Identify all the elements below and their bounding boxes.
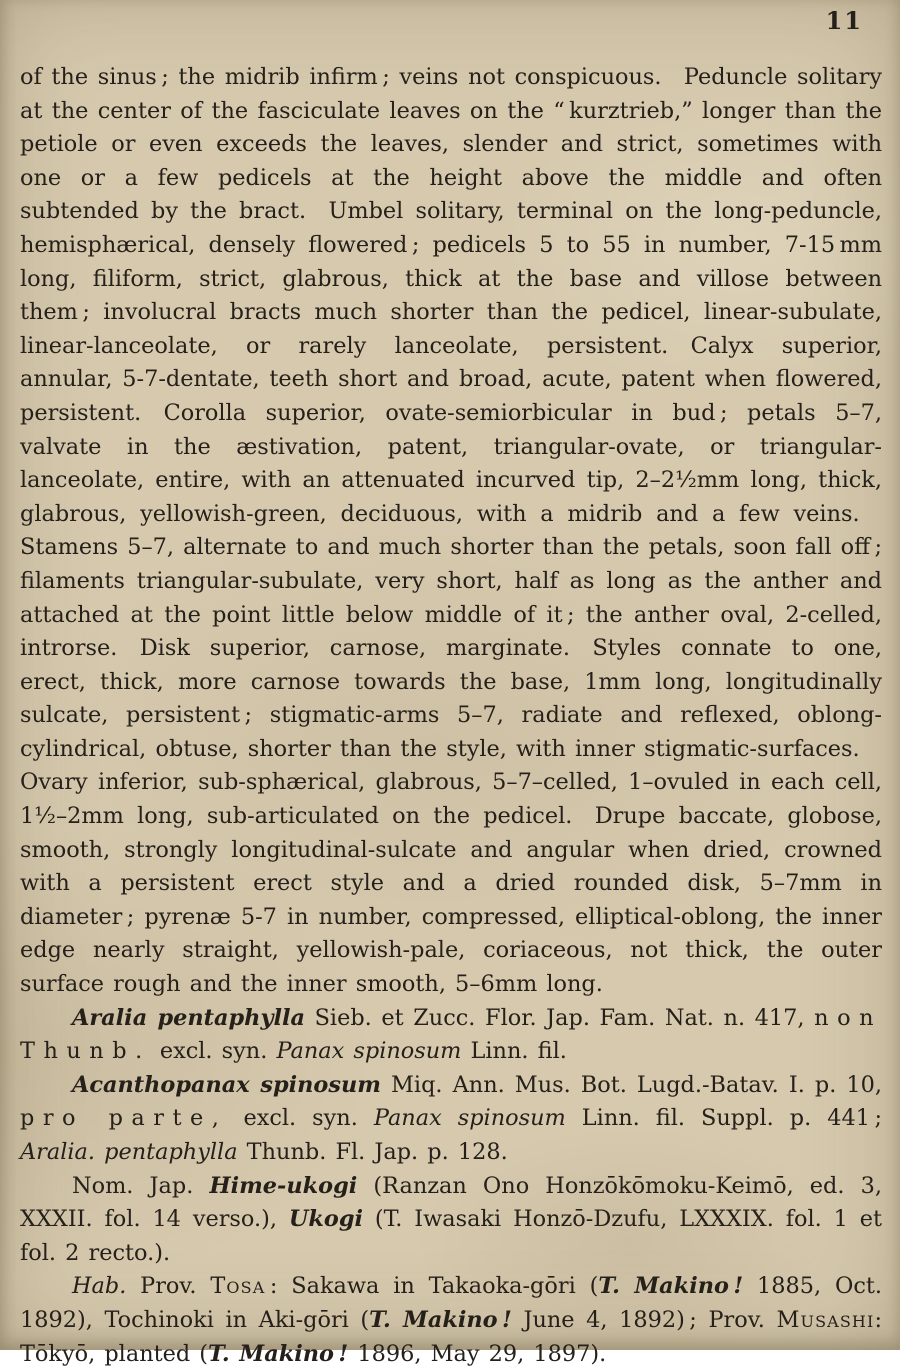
text-run: T. Makino !	[598, 1273, 744, 1300]
text-run: Nom. Jap.	[72, 1172, 210, 1199]
text-run: excl. syn.	[150, 1038, 277, 1065]
text-run: 1896, May 29, 1897).	[348, 1340, 607, 1367]
synonym-aralia-paragraph	[20, 1002, 882, 1069]
text-run: Linn. fil.	[461, 1038, 567, 1065]
text-run: T. Makino !	[369, 1306, 512, 1333]
text-run: T. Makino !	[208, 1340, 349, 1367]
text-run: Ukogi	[288, 1206, 363, 1233]
text-run: 1885, Oct. 1892), Tochinoki in Aki-gōri (	[20, 1273, 882, 1333]
habitat-paragraph	[20, 1270, 882, 1371]
text-run: : Tōkyō, planted (	[20, 1306, 882, 1367]
text-run: Tosa	[210, 1273, 266, 1300]
text-run: Sieb. et Zucc. Flor. Jap. Fam. Nat. n. 417,	[304, 1004, 815, 1031]
text-run: Panax spinosum	[373, 1105, 566, 1132]
japanese-name-paragraph	[20, 1170, 882, 1271]
synonym-acanthopanax-paragraph	[20, 1069, 882, 1170]
text-run: pro parte,	[20, 1105, 228, 1132]
body-description-paragraph	[20, 61, 882, 1002]
text-run: (T. Iwasaki Honzō-Dzufu, LXXXIX. fol. 1 et fol. 2 recto.).	[20, 1206, 882, 1266]
text-run: Prov.	[126, 1273, 211, 1300]
text-run: non Thunb.	[20, 1004, 882, 1065]
text-block	[20, 61, 882, 1371]
text-run: Linn. fil. Suppl. p. 441 ;	[565, 1105, 883, 1132]
text-run: Hab.	[72, 1273, 127, 1300]
text-run: Miq. Ann. Mus. Bot. Lugd.-Batav. I. p. 10,	[380, 1071, 882, 1098]
text-run: Panax spinosum	[276, 1038, 462, 1065]
text-run: Thunb. Fl. Jap. p. 128.	[237, 1139, 508, 1165]
text-run: Hime-ukogi	[209, 1172, 358, 1199]
text-run: (Ranzan Ono Honzōkōmoku-Keimō, ed. 3, XXXII. fol. 14 verso.),	[20, 1172, 882, 1233]
text-run: of the sinus ; the midrib infirm ; veins not conspicuous. Peduncle solitary at the center of the fasciculate leaves on the “ kurztrieb,” longer than the petiole or even exceeds the leaves, slender and strict, sometimes with one or a few pedicels at the height above the middle and often subtended by the bract. Umbel solitary, terminal on the long-peduncle, hemisphærical, densely flowered ; pedicels 5 to 55 in number, 7-15 mm long, filiform, strict, glabrous, thick at the base and villose between them ; involucral bracts much shorter than the pedicel, linear-subulate, linear-lanceolate, or rarely lanceolate, persistent. Calyx superior, annular, 5-7-dentate, teeth short and broad, acute, patent when flowered, persistent. Corolla superior, ovate-semiorbicular in bud ; petals 5–7, valvate in the æstivation, patent, triangular-ovate, or triangular-lanceolate, entire, with an attenuated incurved tip, 2–2½mm long, thick, glabrous, yellowish-green, deciduous, with a midrib and a few veins. Stamens 5–7, alternate to and much shorter than the petals, soon fall off ; filaments triangular-subulate, very short, half as long as the anther and attached at the point little below middle of it ; the anther oval, 2-celled, introrse. Disk superior, carnose, marginate. Styles connate to one, erect, thick, more carnose towards the base, 1mm long, longitudinally sulcate, persistent ; stigmatic-arms 5–7, radiate and reflexed, oblong-cylindrical, obtuse, shorter than the style, with inner stigmatic-surfaces. Ovary inferior, sub-sphærical, glabrous, 5–7–celled, 1–ovuled in each cell, 1½–2mm long, sub-articulated on the pedicel. Drupe baccate, globose, smooth, strongly longitudinal-sulcate and angular when dried, crowned with a persistent erect style and a dried rounded disk, 5–7mm in diameter ; pyrenæ 5-7 in number, compressed, elliptical-oblong, the inner edge nearly straight, yellowish-pale, coriaceous, not thick, the outer surface rough and the inner smooth, 5–6mm long.	[20, 64, 882, 998]
text-run: June 4, 1892) ; Prov.	[511, 1306, 777, 1333]
text-run: Musashi	[776, 1306, 875, 1333]
text-run: Aralia. pentaphylla	[20, 1139, 238, 1165]
page-number: 11	[825, 6, 863, 35]
text-run: Acanthopanax spinosum	[72, 1071, 381, 1098]
text-run: Aralia pentaphylla	[72, 1004, 305, 1031]
text-run: excl. syn.	[227, 1105, 374, 1132]
text-run: : Sakawa in Takaoka-gōri (	[265, 1273, 599, 1300]
